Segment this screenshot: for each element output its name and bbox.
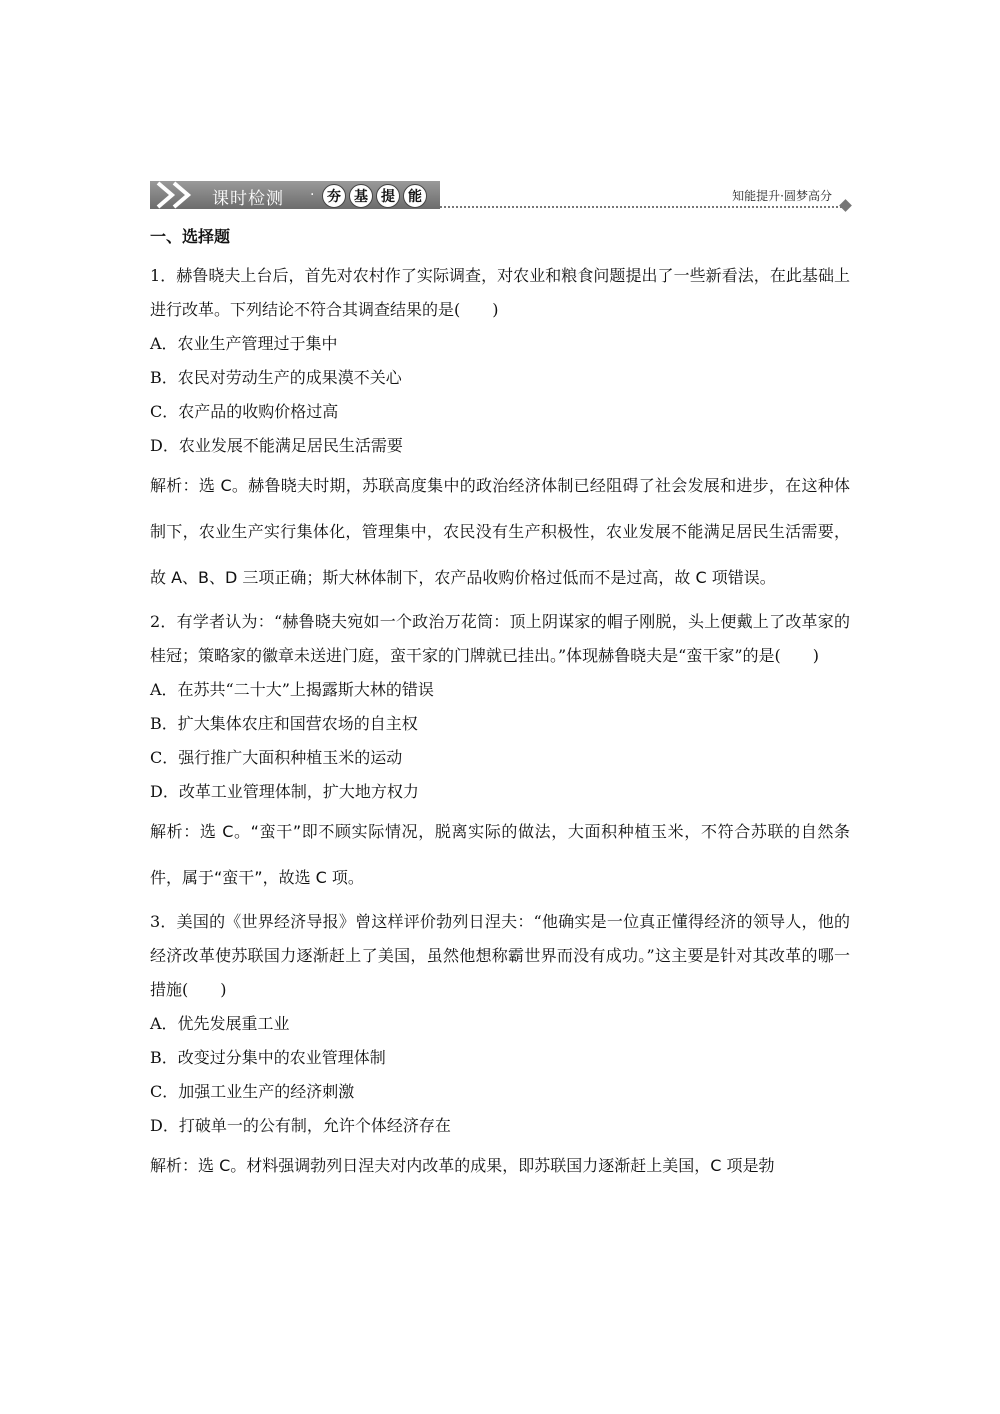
option: D．农业发展不能满足居民生活需要: [150, 436, 403, 455]
option: C．加强工业生产的经济刺激: [150, 1082, 355, 1101]
badge-char: 基: [349, 184, 373, 208]
analysis-text: 解析：选 C。“蛮干”即不顾实际情况，脱离实际的做法，大面积种植玉米，不符合苏联的自然条件，属于“蛮干”，故选 C 项。: [150, 822, 850, 887]
badge-char: 提: [376, 184, 400, 208]
banner-separator: ·: [310, 187, 315, 203]
question-text: 3．美国的《世界经济导报》曾这样评价勃列日涅夫：“他确实是一位真正懂得经济的领导人，他的经济改革使苏联国力逐渐赶上了美国，虽然他想称霸世界而没有成功。”这主要是针对其改革的哪一措施( ): [150, 912, 850, 999]
diamond-icon: [839, 199, 852, 212]
question-text: 1．赫鲁晓夫上台后，首先对农村作了实际调查，对农业和粮食问题提出了一些新看法，在此基础上进行改革。下列结论不符合其调查结果的是( ): [150, 266, 850, 319]
header-banner: [150, 181, 440, 209]
option: A．在苏共“二十大”上揭露斯大林的错误: [150, 680, 434, 699]
option: A．农业生产管理过于集中: [150, 334, 338, 353]
question-block: [150, 905, 850, 1189]
option: B．改变过分集中的农业管理体制: [150, 1048, 386, 1067]
option: A．优先发展重工业: [150, 1014, 290, 1033]
question-block: [150, 259, 850, 601]
option: B．扩大集体农庄和国营农场的自主权: [150, 714, 418, 733]
badge-group: [322, 184, 427, 208]
badge-char: 夯: [322, 184, 346, 208]
option: D．改革工业管理体制，扩大地方权力: [150, 782, 419, 801]
option: B．农民对劳动生产的成果漠不关心: [150, 368, 402, 387]
question-block: [150, 605, 850, 901]
exercise-content: [150, 225, 850, 1193]
option: D．打破单一的公有制，允许个体经济存在: [150, 1116, 451, 1135]
question-text: 2．有学者认为：“赫鲁晓夫宛如一个政治万花筒：顶上阴谋家的帽子刚脱，头上便戴上了改革家的桂冠；策略家的徽章未送进门庭，蛮干家的门牌就已挂出。”体现赫鲁晓夫是“蛮干家”的是( ): [150, 612, 850, 665]
analysis-text: 解析：选 C。材料强调勃列日涅夫对内改革的成果，即苏联国力逐渐赶上美国，C 项是勃: [150, 1156, 775, 1175]
analysis-text: 解析：选 C。赫鲁晓夫时期，苏联高度集中的政治经济体制已经阻碍了社会发展和进步，在这种体制下，农业生产实行集体化，管理集中，农民没有生产积极性，农业发展不能满足居民生活需要，故 A、B、D 三项正确；斯大林体制下，农产品收购价格过低而不是过高，故 C 项错误。: [150, 476, 850, 587]
option: C．农产品的收购价格过高: [150, 402, 339, 421]
double-chevron-icon: [150, 181, 206, 209]
section-header: [150, 181, 850, 211]
option: C．强行推广大面积种植玉米的运动: [150, 748, 403, 767]
section-title: 一、选择题: [150, 227, 231, 246]
badge-char: 能: [403, 184, 427, 208]
banner-title: 课时检测: [212, 189, 284, 209]
dotted-rule: [440, 206, 842, 208]
header-tagline: 知能提升·圆梦高分: [732, 189, 832, 203]
